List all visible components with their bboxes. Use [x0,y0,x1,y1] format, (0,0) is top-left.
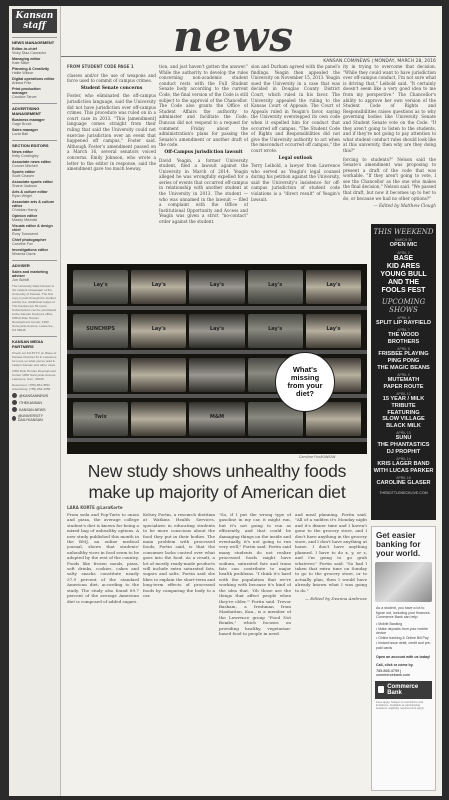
column-2 [159,64,248,264]
poster-act: THE PHANTASTICS [377,441,430,448]
sidebar-section-heading: ADVISER [12,260,57,268]
poster-act: WITH LUCAS PARKER [373,467,434,474]
snack-label: Lay's [151,326,166,332]
staff-role: Visuals editor & design chief [12,224,53,232]
poster-act: DJ PROPHIT [386,448,421,455]
snack-bag [189,358,244,392]
staff-role: Sports editor [12,170,35,174]
subhead: Legal outlook [278,155,313,161]
vending-row [73,314,361,348]
column-2 [143,512,215,792]
column-3 [251,64,340,264]
poster-date: MARCH 30 [394,238,413,242]
poster-date: APRIL 2 [397,250,410,255]
subhead: Student Senate concerns [80,85,143,91]
paragraph: forcing to students?" Nelson said the Senate's amendment was proposing to present a draft of the code that was workable. "If they aren't going to vote, I see the Chancellor as the one who makes the final decision," Nelson said. "We passed that draft, but now it becomes up to her to do, or because we had no other options?" [343,156,436,201]
poster-act: 15 YEAR / MILK TRIBUTE [382,396,425,409]
bottleneck-poster [371,224,436,520]
about-text: The University Daily Kansan is the student newspaper of the University of Kansas. The first copy is paid through the student activity fee. Additional copies of The Kansan are 50 cents. Subscriptions can be purchased at the Kansan business office, 2051A Dole Human Development Center, 1000 Sunnyside Avenue, Lawrence, KS 66045. [12,284,57,332]
staff-name: Scott Chasen [12,174,35,178]
social-handle: @KANSANNEWS [19,393,49,398]
staff-sidebar [9,6,61,796]
social-icon [12,407,17,412]
column-3 [219,512,291,792]
social-icon [12,416,16,421]
jump-line: FROM STUDENT CODE PAGE 1 [67,64,134,69]
staff-name: Gage Brock [12,122,32,126]
snack-bag [248,314,303,348]
poster-act: CAROLINE GLASER [376,480,431,487]
photo-credit: Caroline Fox/KANSAN [299,455,336,459]
snack-label: Lay's [151,282,166,288]
poster-act: AND THE [387,278,420,286]
staff-name: Jon Schlitt [12,278,30,282]
staff-role: Arts & culture editor [12,190,48,194]
poster-act: YOUNG BULL [380,270,427,278]
poster-act: FOOLS FEST [381,286,426,294]
snack-bag [73,402,128,436]
bank-name: Commerce Bank [387,683,419,696]
social-icon [12,400,17,405]
ad-feature-item: • Mobile Banking [376,621,403,626]
snack-label: M&M [209,414,225,420]
staff-role: Digital operations editor [12,77,55,81]
paragraph: Kelsey Fortin, a research dietitian at Watkins Health Services, specializes in educating students to be more conscious about the food they put in their bodies. The main problem with processed foods, Fortin said, is that the consumer lacks control over what goes into the food. As a result, a lot of mostly ready-made products will include extra saturated fats, sugars and salts. Fortin said she likes to explain the short-term and long-term effects of processed foods by comparing the body to a car. [143,512,215,599]
shelf [67,350,367,354]
poster-date: APRIL 13 [396,431,411,436]
sidebar-sections [12,37,57,282]
ad-feature-item: • Make deposits from your mobile device [376,626,428,636]
diet-callout: What's missing from your diet? [275,352,335,412]
staff-name: Hallie Wilson [12,71,34,75]
poster-date: APRIL 15 [396,476,411,481]
snack-bag [131,402,186,436]
paragraph: From soda and Pop-Tarts to onion and pizza, the average college student's diet is known for being a mixed bag of unhealthy options. A new study published this month in the BMJ, an online medical journal, shows that students' unhealthy vices in food seem to be adopted by the rest of the country. Foods like frozen meals, pizza, soft drinks, cookies, cakes and salty snacks constitute nearly 57.9 percent of the standard American diet, according to the study. The study also found 89.7 percent of the average American diet is composed of added sugars. [67,512,139,604]
staff-name: Conner Mitchell [12,164,38,168]
poster-date: APRIL 9 [397,373,410,378]
staff-name: Miranda Davis [12,252,36,256]
social-icon [12,393,17,398]
social-links [12,393,57,422]
staff-role: Print production manager [12,87,41,95]
snack-bag [189,402,244,436]
bank-logo-icon [378,686,384,693]
vending-machine-photo [67,264,367,454]
ad-feature-item: • Online banking & Online Bill Pay [376,636,429,641]
column-1 [67,64,156,264]
ad-phone[interactable]: 785.865.4799 | commercebank.com [376,668,411,677]
poster-url[interactable]: THEBOTTLENECKLIVE.COM [379,490,428,495]
editor-credit: — Edited by Matthew Clough [373,203,436,209]
snack-bag [73,270,128,304]
ad-call: Call, click or come by. [376,662,414,667]
column-4 [295,512,367,792]
poster-act: MUTEMATH [387,377,420,384]
poster-act: FRISBEE PLAYING PING PONG [378,351,429,364]
snack-bag [306,270,361,304]
poster-act: SUNU [395,435,412,442]
staff-name: Christian Hardy [12,208,38,212]
snack-label: Lay's [93,282,108,288]
poster-date: APRIL 8 [397,347,410,352]
staff-name: Ryan Wright [12,194,33,198]
staff-role: Chief photographer [12,238,47,242]
staff-name: Kate Miller [12,61,30,65]
ad-feature-item: • Instant issue debit, credit and pre-paid cards [376,640,431,650]
lower-story [67,512,367,792]
paragraph: tion, and just haven't gotten the answer." While the authority to develop the rules concerning non-academic student conduct rests with the Full Student Senate body according to the current Code, the final version of the Code is still subject to the approval of the Chancellor. The Code also grants the Office of Student Affairs the authority to administer and facilitate the Code. Duncan did not respond to a request for comment Friday about the administration's plans for passing the Senate's amendment or another draft of the code. [159,64,248,148]
snack-label: Lay's [268,326,283,332]
snack-bag [131,314,186,348]
staff-role: Sales manager [12,128,39,132]
poster-act: FEATURING [387,409,420,416]
snack-bag [131,358,186,392]
social-handle: KANSAN.NEWS [19,407,46,412]
staff-name: Anissa Fritz [12,81,32,85]
staff-role: Managing editor [12,57,41,61]
ad-headline: Get easier banking for your world. [376,531,421,558]
poster-act: BLACK MILK [386,422,421,429]
poster-acts [373,255,434,295]
poster-act: SPLIT LIP RAYFIELD [375,319,431,326]
snack-bag [131,270,186,304]
staff-name: Kelly Cordingley [12,154,39,158]
commerce-bank-logo [375,681,432,699]
paragraph: David Yeagin, a former University student, filed a lawsuit against the University in March of 2014. Yeagin alleged he was wrongfully expelled for a series of events that occurred off-campus in relationship with another student at the University in 2013. The student — who was unnamed in the lawsuit — filed a complaint with the Office of Institutional Opportunity and Access and Yeagin was given a strict "no-contact" order against the student. [159,157,248,225]
staff-name: Candice Tarver [12,95,37,99]
shelf [67,306,367,310]
snack-bag [73,358,128,392]
snack-label: Lay's [209,282,225,288]
poster-date: APRIL 7 [397,328,410,333]
poster-act: KID ARES [386,262,421,270]
snack-bag [189,314,244,348]
poster-act: KRIS LAGER BAND [377,461,430,468]
media-heading: KANSAN MEDIA PARTNERS [12,336,57,349]
social-handle: /THEKANSAN [19,400,42,405]
paragraph: and meal planning, Fortin said. "All of a sudden it's Monday night and it's dinner time and I haven't gone to the grocery store, and I don't have anything in the grocery store, and I don't have anything at home. I don't have anything planned. I have to do x, y, or z, and I'm going to go grab whatever," Fortin said. "So had I taken that extra time on Sunday to go to the grocery store, or to actually plan, then I would have already known what I was going to do." [295,512,367,593]
newspaper-page [9,6,442,796]
staff-name: Roxy Townsend [12,232,38,236]
snack-label: Lay's [326,282,341,288]
contact-address: 2000 Dole Human Development Center 1000 Sunnyside Avenue Lawrence, Kan., 66045 [12,369,57,381]
shelf [67,438,367,442]
sidebar-section-heading: ADVERTISING MANAGEMENT [12,103,57,116]
paragraph: sion and Durham agreed with the panel's findings. Yeagin then appealed the University on November 15, 2013. Yeagin sued the University in a case that was decided in Douglas County District Court, which ruled in his favor. The University appealed the ruling to the Kansas Court of Appeals. The Court of Appeals ruled in Yeagin's favor, saying the University overstepped its own code when it expelled him for conduct that occurred off campus. "The Student Code of Rights and Responsibilities did not give the University authority to act when the misconduct occurred off campus," the court wrote. [251,64,340,153]
column-1 [67,512,139,792]
contact-phones: Newsroom: (785)-864-4552 Advertising: (785) 864-4358 [12,383,51,391]
poster-date: APRIL 12 [396,392,411,397]
staff-role: Associate news editor [12,160,51,164]
poster-act: OPEN MIC [389,242,418,248]
ad-photo [375,562,432,602]
snack-label: Lay's [209,326,225,332]
poster-heading: THIS WEEKEND [373,228,434,236]
staff-role: Planning & Creativity [12,67,50,71]
snack-bag [306,314,361,348]
poster-upcoming-heading: UPCOMING SHOWS [381,297,426,314]
snack-label: Lay's [326,326,341,332]
staff-role: Business manager [12,118,45,122]
snack-label: SUNCHIPS [86,326,116,332]
snack-bag [73,314,128,348]
subhead: Off-Campus jurisdiction lawsuit [164,149,243,155]
vending-row [73,270,361,304]
story-headline: New study shows unhealthy foods make up majority of American diet [87,461,347,502]
poster-date: APRIL 5 [397,315,410,320]
staff-role: Editor-in-chief [12,47,37,51]
social-handle: @UNIVERSITY DAILYKANSAN [17,414,43,422]
poster-act: THE MAGIC BEANS [377,364,430,371]
editor-credit: — Edited by Deanna Ambrose [304,596,367,602]
ad-body: As a student, you have a lot to figure out, including your finances. Commerce Bank can help: [376,606,431,620]
staff-role: Opinion editor [12,214,38,218]
snack-bag [248,270,303,304]
poster-shows [373,316,434,487]
ad-cta: Open an account with us today! [376,654,431,659]
poster-act: PAPER ROUTE [383,383,424,390]
poster-date: APRIL 14 [396,457,411,462]
snack-label: Lay's [268,282,283,288]
ad-fine-print: Fees apply. Subject to restrictions and limitations. Available at participating locations; eligibility requirements apply. [376,699,425,711]
staff-name: Shane Jackson [12,184,38,188]
staff-role: Associate sports editor [12,180,53,184]
paragraph: Foster, who eliminated the off-campus jurisdiction language, said the University did not have jurisdiction over off-campus crimes. This procedure was ruled on in a court case in 2013. "This [amendment] language comes straight from their ruling that said the University could not exercise jurisdiction over an event that happened off campus," Foster said. Although Foster's amendment passed on a March 16, several senators voiced concerns. Emily Johnson, who wrote a letter to the editor in response, said the amendment gave too much leeway. [67,93,156,172]
poster-act: THE WOOD BROTHERS [387,332,420,345]
staff-name: Lucia Ball [12,132,28,136]
paragraph: ity in trying to overcome that decision. "While they could want to have jurisdiction over off-campus conduct, I'm not sure what is driving that," Leibold said. "It certainly doesn't seem like a very good idea to me from my perspective." The Chancellor's ability to approve her own version of the Student Code of Rights and Responsibilities raises questions as to why governing bodies like University Senate and Student Senate vote on the Code. "If they aren't going to listen to the students, and if they're not going to pay attention to what student conduct rules should look like at this university, then why are they doing this?" [343,64,436,153]
sidebar-section-heading: SECTION EDITORS [12,140,57,148]
staff-role: Investigations editor [12,248,49,252]
dateline: KANSAN.COM/NEWS | MONDAY, MARCH 28, 2016 [61,56,436,66]
social-link[interactable] [12,393,57,398]
social-link[interactable] [12,414,57,422]
masthead [61,12,436,62]
poster-act: BASE [393,254,414,262]
staff-role: Associate arts & culture editor [12,200,55,208]
staff-name: Vicky Diaz-Camacho [12,51,47,55]
media-text: Check out KUJH-TV on Wave of Kansas Channel 31 in Lawrence for more on what you've read in today's Kansan and other news. [12,351,57,367]
staff-role: News editor [12,150,33,154]
staff-role: Sales and marketing adviser [12,270,48,278]
paragraph: "So, if I put the wrong type of gasoline in my car, it might run, but it's not going to run as efficiently, and that could be damaging things on the inside and eventually, it's not going to run very well," Fortin said. Fortin said many students do not realize processed foods might have sodium, saturated fats and trans fats can contribute to major health problems. "I think it's hard with the population that we're working with because it's kind of the idea that, 'Oh those are the things that affect people when they're older,'" Fortin said. Trevor Basham, a freshman from Manhattan, Kan., is a member of the Lawrence group "Food Not Bombs," which focuses on providing healthy, vegetarian-based food to people in need. [219,512,291,636]
poster-act: SLOW VILLAGE [382,416,425,423]
byline: LARA KORTE @LaraKorte [67,505,123,510]
snack-label: Twix [94,414,107,420]
kansan-logo: Kansan staff [12,9,57,33]
snack-bag [189,270,244,304]
ad-feature-list [372,620,435,653]
commerce-bank-ad[interactable] [371,526,436,791]
staff-name: Caroline Fox [12,242,33,246]
section-title: news [173,12,295,61]
paragraph: Terry Leibold, a lawyer from Lawrence who served as Yeagin's legal counsel during his petition against the University, said the University's insistence for off-campus jurisdiction of student code violations is a "direct result" of Yeagin's lawsuit. [251,163,340,202]
social-link[interactable] [12,407,57,412]
paragraph: classes and/or the use of weapons and force used to commit of campus crimes. [67,72,156,84]
staff-name: Maddy Mikinski [12,218,38,222]
social-link[interactable] [12,400,57,405]
sidebar-section-heading: NEWS MANAGEMENT [12,37,57,45]
